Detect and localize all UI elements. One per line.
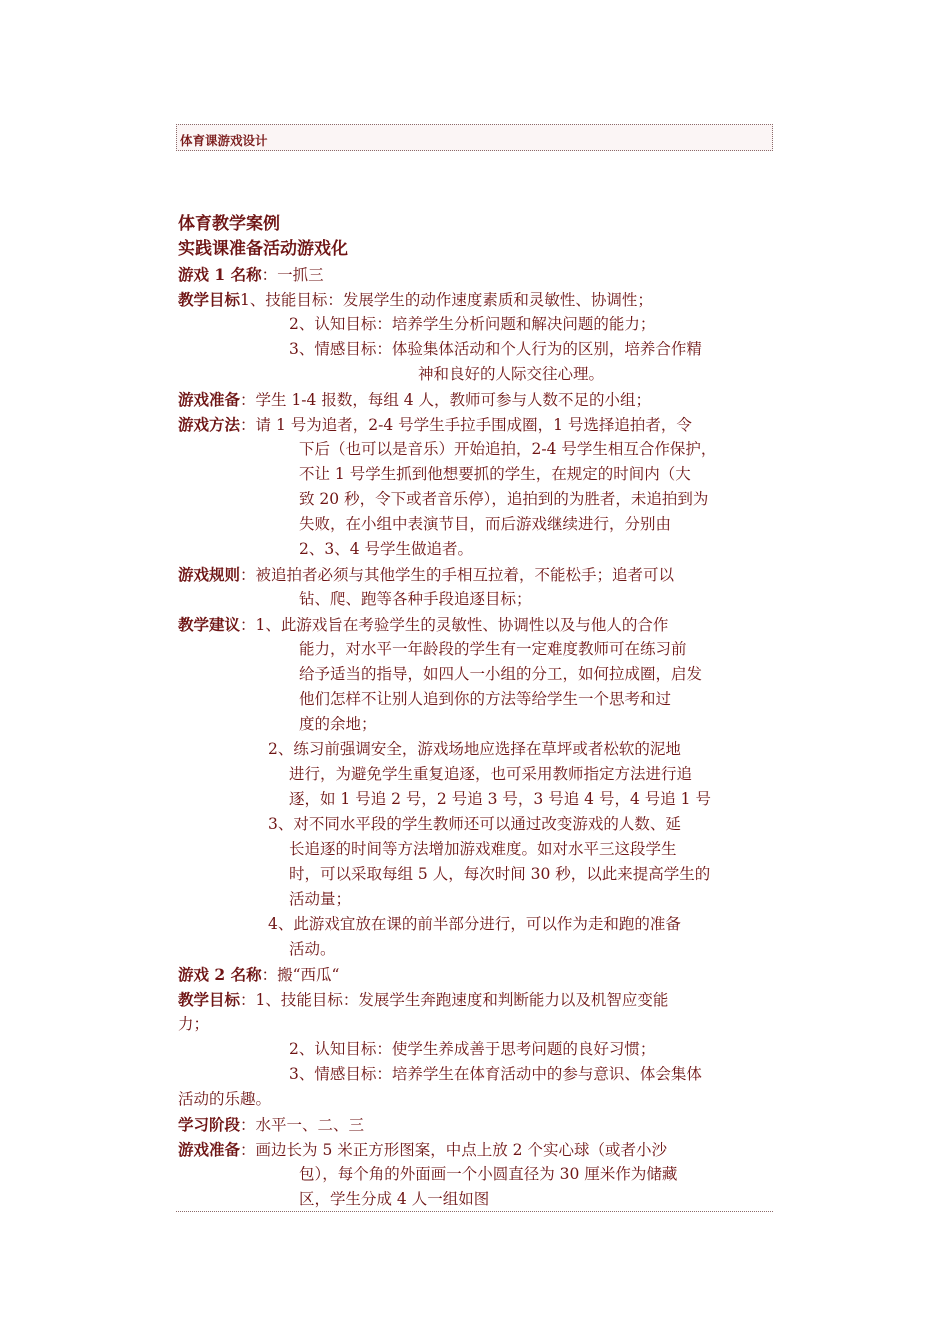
heading-warmup-games: 实践课准备活动游戏化 bbox=[178, 239, 348, 259]
game1-advice-3-line-4: 活动量； bbox=[289, 890, 352, 908]
game1-method-line bbox=[178, 412, 778, 437]
game2-goal-line bbox=[178, 987, 778, 1012]
game1-name-label: 游戏 1 名称 bbox=[178, 265, 262, 284]
game1-name-line bbox=[178, 262, 778, 287]
game2-name-line bbox=[178, 962, 778, 987]
game1-method-label: 游戏方法 bbox=[178, 415, 241, 434]
document-body bbox=[178, 212, 778, 1212]
game2-goal-2: 2、认知目标：使学生养成善于思考问题的良好习惯； bbox=[289, 1040, 656, 1058]
game1-goal-line bbox=[178, 287, 778, 312]
game1-prep: ：学生 1-4 报数，每组 4 人，教师可参与人数不足的小组； bbox=[240, 391, 652, 409]
game1-rule-line bbox=[178, 562, 778, 587]
game1-goal-label: 教学目标 bbox=[178, 290, 241, 309]
game1-method-line-3: 不让 1 号学生抓到他想要抓的学生，在规定的时间内（大 bbox=[299, 465, 691, 483]
game2-stage-label: 学习阶段 bbox=[178, 1115, 241, 1134]
game1-goal-1: 1、技能目标：发展学生的动作速度素质和灵敏性、协调性； bbox=[240, 291, 653, 309]
game2-goal-1a: ：1、技能目标：发展学生奔跑速度和判断能力以及机智应变能 bbox=[240, 991, 669, 1009]
game2-prep-line-3: 区，学生分成 4 人一组如图 bbox=[299, 1190, 490, 1208]
game2-name: ：搬“西瓜“ bbox=[261, 966, 340, 984]
game1-goal-2: 2、认知目标：培养学生分析问题和解决问题的能力； bbox=[289, 315, 656, 333]
game2-prep-first: ：画边长为 5 米正方形图案，中点上放 2 个实心球（或者小沙 bbox=[240, 1141, 667, 1159]
game1-advice-label: 教学建议 bbox=[178, 615, 241, 634]
game1-advice-4-line-1: 4、此游戏宜放在课的前半部分进行，可以作为走和跑的准备 bbox=[268, 915, 681, 933]
game1-advice-1-line-2: 能力，对水平一年龄段的学生有一定难度教师可在练习前 bbox=[299, 640, 687, 658]
heading-teaching-case: 体育教学案例 bbox=[178, 214, 280, 234]
document-title-box bbox=[176, 124, 773, 151]
game2-stage-line bbox=[178, 1112, 778, 1137]
game2-goal-3b: 活动的乐趣。 bbox=[178, 1090, 272, 1108]
game2-prep-line-2: 包），每个角的外面画一个小圆直径为 30 厘米作为储藏 bbox=[299, 1165, 678, 1183]
game1-advice-3-line-1: 3、对不同水平段的学生教师还可以通过改变游戏的人数、延 bbox=[268, 815, 681, 833]
game2-prep-label: 游戏准备 bbox=[178, 1140, 241, 1159]
game1-name: ：一抓三 bbox=[261, 266, 324, 284]
game1-advice-first: ：1、此游戏旨在考验学生的灵敏性、协调性以及与他人的合作 bbox=[240, 616, 669, 634]
game1-rule-label: 游戏规则 bbox=[178, 565, 241, 584]
game1-goal-3b: 神和良好的人际交往心理。 bbox=[418, 365, 605, 383]
game2-goal-label: 教学目标 bbox=[178, 990, 241, 1009]
game1-advice-1-line-3: 给予适当的指导，如四人一小组的分工，如何拉成圈，启发 bbox=[299, 665, 703, 683]
game2-goal-1b: 力； bbox=[178, 1015, 210, 1033]
game1-advice-line bbox=[178, 612, 778, 637]
bottom-divider bbox=[176, 1211, 773, 1212]
game1-rule-line-2: 钻、爬、跑等各种手段追逐目标； bbox=[299, 590, 532, 608]
game1-method-first: ：请 1 号为追者，2-4 号学生手拉手围成圈，1 号选择追拍者，令 bbox=[240, 416, 692, 434]
game1-goal-3a: 3、情感目标：体验集体活动和个人行为的区别，培养合作精 bbox=[289, 340, 702, 358]
game1-advice-1-line-5: 度的余地； bbox=[299, 715, 377, 733]
game1-method-line-5: 失败，在小组中表演节目，而后游戏继续进行，分别由 bbox=[299, 515, 672, 533]
game1-advice-2-line-3: 逐，如 1 号追 2 号，2 号追 3 号，3 号追 4 号，4 号追 1 号 bbox=[289, 790, 711, 808]
game1-advice-2-line-2: 进行，为避免学生重复追逐，也可采用教师指定方法进行追 bbox=[289, 765, 693, 783]
document-title: 体育课游戏设计 bbox=[180, 133, 268, 148]
game1-method-line-4: 致 20 秒，令下或者音乐停），追拍到的为胜者，未追拍到为 bbox=[299, 490, 709, 508]
game1-advice-3-line-3: 时，可以采取每组 5 人，每次时间 30 秒，以此来提高学生的 bbox=[289, 865, 711, 883]
game1-prep-label: 游戏准备 bbox=[178, 390, 241, 409]
game1-rule-first: ：被追拍者必须与其他学生的手相互拉着，不能松手；追者可以 bbox=[240, 566, 675, 584]
game1-method-line-2: 下后（也可以是音乐）开始追拍，2-4 号学生相互合作保护， bbox=[299, 440, 717, 458]
game1-method-line-6: 2、3、4 号学生做追者。 bbox=[299, 540, 474, 558]
game1-prep-line bbox=[178, 387, 778, 412]
game2-stage: ：水平一、二、三 bbox=[240, 1116, 365, 1134]
game1-advice-2-line-1: 2、练习前强调安全，游戏场地应选择在草坪或者松软的泥地 bbox=[268, 740, 681, 758]
game2-prep-line bbox=[178, 1137, 778, 1162]
game1-advice-4-line-2: 活动。 bbox=[289, 940, 336, 958]
game1-advice-1-line-4: 他们怎样不让别人追到你的方法等给学生一个思考和过 bbox=[299, 690, 672, 708]
game2-goal-3a: 3、情感目标：培养学生在体育活动中的参与意识、体会集体 bbox=[289, 1065, 702, 1083]
game2-name-label: 游戏 2 名称 bbox=[178, 965, 262, 984]
game1-advice-3-line-2: 长追逐的时间等方法增加游戏难度。如对水平三这段学生 bbox=[289, 840, 677, 858]
